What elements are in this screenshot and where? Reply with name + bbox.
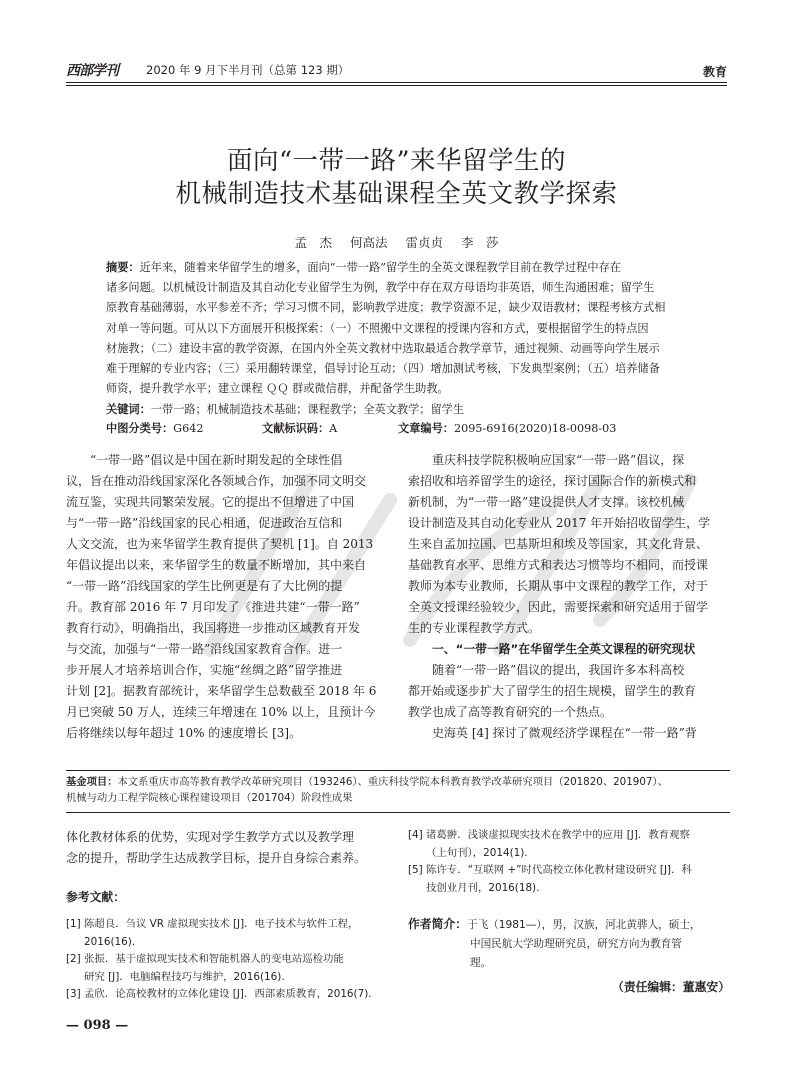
body-line: 后将继续以每年超过 10% 的速度增长 [3]。 [66, 726, 302, 740]
bio-label: 作者简介： [408, 917, 467, 931]
body-line: 教育行动》，明确指出，我国将进一步推动区域教育开发 [66, 621, 361, 635]
reference-item-cont: 研究 [J]．电脑编程技巧与维护，2016(16). [84, 970, 285, 983]
responsible-editor: （责任编辑：董惠安） [612, 980, 730, 994]
body-line: “一带一路”倡议是中国在新时期发起的全球性倡 [90, 453, 343, 467]
body-line: 体化教材体系的优势，实现对学生教学方式以及教学理 [66, 830, 355, 844]
body-line: 流互鉴，实现共同繁荣发展。它的提出不但增进了中国 [66, 495, 355, 509]
author-name: 何高法 [349, 235, 388, 250]
body-line: 教学也成了高等教育研究的一个热点。 [408, 705, 613, 719]
keywords-text: 一带一路；机械制造技术基础；课程教学；全英文教学；留学生 [150, 403, 465, 416]
abstract-line: 师资，提升教学水平；建立课程 ＱＱ 群或微信群，并配备学生助教。 [106, 382, 449, 396]
author-bio: 作者简介：于飞（1981—），男，汉族，河北黄骅人，硕士， 中国民航大学助理研究员，研究方向为教育管 理。 [408, 917, 701, 969]
author-name: 李 莎 [460, 235, 499, 250]
document-code: 文献标识码：A [262, 422, 338, 435]
article-number: 文章编号：2095-6916(2020)18-0098-03 [398, 422, 617, 435]
header-rule-thin [66, 85, 727, 86]
body-line: 史海英 [4] 探讨了微观经济学课程在“一带一路”背 [432, 726, 697, 740]
reference-item: [1] 陈超良．刍议 VR 虚拟现实技术 [J]．电子技术与软件工程， [66, 918, 359, 930]
issue-info: 2020 年 9 月下半月刊（总第 123 期） [146, 63, 350, 77]
lower-right-column [408, 827, 730, 997]
body-line: 全英文授课经验较少，因此，需要探索和研究适用于留学 [408, 600, 709, 614]
reference-item-cont: （上旬刊），2014(1). [426, 846, 528, 859]
clc-number: 中图分类号：G642 [106, 422, 204, 435]
abstract [106, 258, 722, 399]
body-column-left [66, 450, 388, 744]
body-line: 与“一带一路”沿线国家的民心相通，促进政治互信和 [66, 516, 343, 530]
body-line: 设计制造及其自动化专业从 2017 年开始招收留学生，学 [408, 516, 711, 530]
body-line: 年倡议提出以来，来华留学生的数量不断增加，其中来自 [66, 558, 367, 572]
body-line: 议，旨在推动沿线国家深化各领域合作，加强不同文明交 [66, 474, 367, 488]
body-line: 计划 [2]。据教育部统计，来华留学生总数截至 2018 年 6 [66, 684, 377, 698]
body-line: 与交流，加强与“一带一路”沿线国家教育合作。进一 [66, 642, 343, 656]
body-line: 月已突破 50 万人，连续三年增速在 10% 以上，且预计今 [66, 705, 376, 719]
author-name: 雷贞贞 [405, 235, 443, 250]
body-line: 都开始或逐步扩大了留学生的招生规模，留学生的教育 [408, 684, 697, 698]
abstract-label: 摘要： [106, 261, 140, 274]
funding-label: 基金项目： [66, 776, 118, 788]
header-rule [66, 82, 727, 83]
reference-list-cont [408, 827, 730, 897]
reference-list [66, 916, 388, 1004]
journal-logo: 西部学刊 [66, 63, 118, 79]
abstract-line: 诸多问题。以机械设计制造及其自动化专业留学生为例，教学中存在双方母语均非英语，师生沟通困难；留学生 [106, 281, 655, 295]
reference-item-cont: 技创业月刊，2016(18). [426, 881, 540, 894]
body-line: 重庆科技学院积极响应国家“一带一路”倡议，探 [432, 453, 685, 467]
abstract-line: 对单一等问题。可从以下方面展开积极探索：（一）不照搬中文课程的授课内容和方式，要根据留学生的特点因 [106, 321, 649, 335]
body-line: 生来自孟加拉国、巴基斯坦和埃及等国家，其文化背景、 [408, 537, 709, 551]
section-label: 教育 [702, 65, 727, 79]
body-line: 新机制，为“一带一路”建设提供人才支撑。该校机械 [408, 495, 685, 509]
abstract-line: 摘要：近年来，随着来华留学生的增多，面向“一带一路”留学生的全英文课程教学目前在教学过程中存在 [106, 261, 621, 274]
author-name: 孟 杰 [294, 235, 332, 250]
continuation-rule [66, 812, 730, 813]
section-heading: 一、“一带一路”在华留学生全英文课程的研究现状 [432, 642, 696, 656]
reference-item: [3] 孟欣．论高校教材的立体化建设 [J]．西部素质教育，2016(7). [66, 988, 372, 1000]
page-number: — 098 — [66, 1018, 129, 1033]
article-title-line2: 机械制造技术基础课程全英文教学探索 [175, 179, 618, 209]
article-title-line1: 面向“一带一路”来华留学生的 [226, 146, 567, 176]
reference-item: [5] 陈许专．“互联网 +”时代高校立体化教材建设研究 [J]．科 [408, 864, 692, 876]
body-line: 随着“一带一路”倡议的提出，我国许多本科高校 [432, 663, 685, 677]
references-heading: 参考文献： [66, 890, 125, 904]
running-header [66, 60, 727, 82]
abstract-line: 材施教；（二）建设丰富的教学资源，在国内外全英文教材中选取最适合教学章节，通过视频、动画等向学生展示 [106, 341, 660, 355]
reference-item: [2] 张振．基于虚拟现实技术和智能机器人的变电站巡检功能 [66, 953, 344, 965]
body-line: 生的专业课程教学方式。 [408, 621, 541, 635]
keywords [106, 401, 464, 417]
abstract-line: 难于理解的专业内容；（三）采用翻转课堂，倡导讨论互动；（四）增加测试考核，下发典型案例；（五）培养储备 [106, 362, 660, 376]
footnote-rule [66, 770, 730, 771]
body-line: 升。教育部 2016 年 7 月印发了《推进共建“一带一路” [66, 600, 360, 614]
reference-item-cont: 2016(16). [84, 935, 136, 948]
keywords-label: 关键词： [106, 403, 151, 416]
reference-item: [4] 诸葛翀．浅谈虚拟现实技术在教学中的应用 [J]．教育观察 [408, 829, 690, 841]
body-line: “一带一路”沿线国家的学生比例更是有了大比例的提 [66, 579, 343, 593]
funding-note: 基金项目：本文系重庆市高等教育教学改革研究项目（193246）、重庆科技学院本科教育教学改革研究项目（201820、201907）、 机械与动力工程学院核心课程建设项目（201704）阶段性成果 [66, 776, 668, 804]
body-column-right [408, 450, 730, 744]
body-line: 索招收和培养留学生的途径，探讨国际合作的新模式和 [408, 474, 697, 488]
body-line: 念的提升，帮助学生达成教学目标，提升自身综合素养。 [66, 851, 367, 865]
body-line: 基础教育水平、思维方式和表达习惯等均不相同，而授课 [408, 558, 709, 572]
body-line: 步开展人才培养培训合作，实施“丝绸之路”留学推进 [66, 663, 343, 677]
author-list [0, 233, 793, 251]
lower-left-column [66, 827, 388, 1004]
abstract-line: 原教育基础薄弱，水平参差不齐；学习习惯不同，影响教学进度；教学资源不足，缺少双语教材；课程考核方式相 [106, 301, 666, 315]
body-line: 教师为本专业教师，长期从事中文课程的教学工作，对于 [408, 579, 709, 593]
body-line: 人文交流，也为来华留学生教育提供了契机 [1]。自 2013 [66, 537, 374, 551]
